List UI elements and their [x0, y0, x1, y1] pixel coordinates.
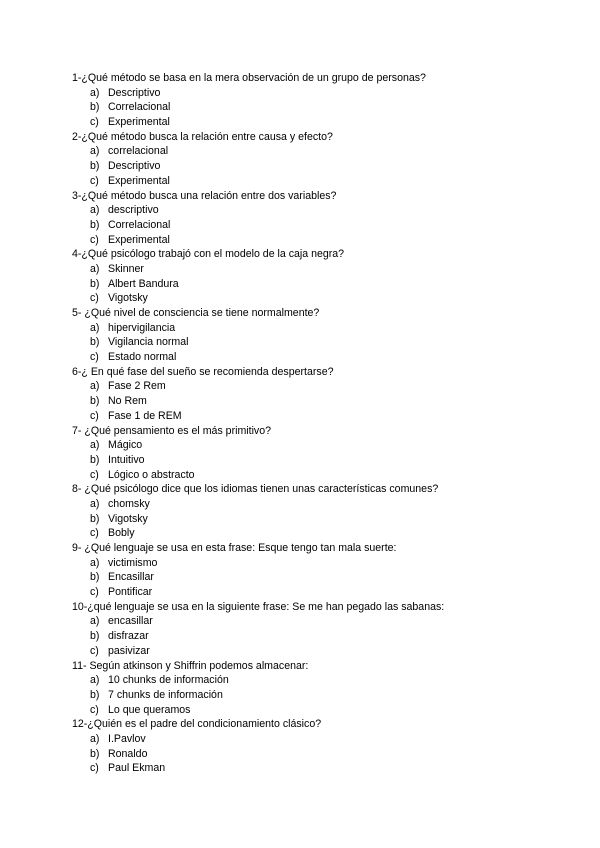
question-text: 4-¿Qué psicólogo trabajó con el modelo de la caja negra? [72, 248, 345, 261]
option-letter: c) [90, 644, 99, 657]
option-letter: c) [90, 586, 99, 599]
answer-option [72, 761, 572, 776]
option-text: Fase 2 Rem [108, 380, 166, 393]
question-text: 10-¿qué lenguaje se usa en la siguiente frase: Se me han pegado las sabanas: [72, 600, 445, 613]
option-text: Encasillar [108, 571, 154, 584]
option-text: victimismo [108, 556, 158, 569]
option-letter: b) [90, 101, 100, 114]
option-text: Albert Bandura [108, 277, 179, 290]
option-letter: b) [90, 630, 100, 643]
option-letter: b) [90, 747, 100, 760]
answer-option [72, 673, 572, 688]
option-letter: a) [90, 262, 100, 275]
answer-option [72, 291, 572, 306]
option-text: pasivizar [108, 644, 150, 657]
answer-option [72, 614, 572, 629]
option-letter: a) [90, 204, 100, 217]
answer-option [72, 379, 572, 394]
answer-option [72, 218, 572, 233]
option-text: I.Pavlov [108, 732, 146, 745]
answer-option [72, 497, 572, 512]
option-text: hipervigilancia [108, 321, 176, 334]
question-text: 8- ¿Qué psicólogo dice que los idiomas tienen unas características comunes? [72, 483, 439, 496]
option-text: Skinner [108, 262, 144, 275]
option-text: disfrazar [108, 630, 149, 643]
answer-option [72, 453, 572, 468]
option-letter: a) [90, 321, 100, 334]
question-block [72, 247, 572, 306]
option-letter: a) [90, 497, 100, 510]
option-text: Lo que queramos [108, 703, 191, 716]
answer-option [72, 233, 572, 248]
option-letter: c) [90, 527, 99, 540]
answer-option [72, 732, 572, 747]
option-text: Vigilancia normal [108, 336, 189, 349]
answer-option [72, 262, 572, 277]
question-text: 3-¿Qué método busca una relación entre dos variables? [72, 189, 337, 202]
option-letter: c) [90, 233, 99, 246]
option-text: Intuitivo [108, 453, 145, 466]
option-text: Experimental [108, 116, 170, 129]
option-text: Experimental [108, 174, 170, 187]
option-letter: c) [90, 174, 99, 187]
quiz-document [72, 71, 572, 776]
question-text: 1-¿Qué método se basa en la mera observación de un grupo de personas? [72, 72, 426, 84]
answer-option [72, 409, 572, 424]
question-text: 11- Según atkinson y Shiffrin podemos almacenar: [72, 659, 309, 672]
answer-option [72, 468, 572, 483]
option-letter: a) [90, 556, 100, 569]
option-text: Descriptivo [108, 160, 161, 173]
option-letter: a) [90, 615, 100, 628]
answer-option [72, 556, 572, 571]
question-text: 6-¿ En qué fase del sueño se recomienda despertarse? [72, 365, 334, 378]
option-letter: b) [90, 571, 100, 584]
option-text: Vigotsky [108, 292, 148, 305]
option-text: correlacional [108, 145, 169, 158]
option-text: Ronaldo [108, 747, 148, 760]
question-block [72, 659, 572, 718]
question-block [72, 482, 572, 541]
option-letter: c) [90, 351, 99, 364]
question-block [72, 541, 572, 600]
option-text: chomsky [108, 497, 150, 510]
option-text: 7 chunks de información [108, 688, 223, 701]
question-text: 12-¿Quién es el padre del condicionamiento clásico? [72, 718, 322, 731]
option-letter: c) [90, 703, 99, 716]
option-letter: b) [90, 218, 100, 231]
option-letter: b) [90, 160, 100, 173]
option-letter: a) [90, 145, 100, 158]
answer-option [72, 321, 572, 336]
option-text: Pontificar [108, 586, 153, 599]
option-text: No Rem [108, 395, 147, 408]
option-text: Estado normal [108, 351, 177, 364]
answer-option [72, 203, 572, 218]
option-text: Mágico [108, 439, 143, 452]
answer-option [72, 644, 572, 659]
option-text: Lógico o abstracto [108, 468, 195, 481]
question-text: 7- ¿Qué pensamiento es el más primitivo? [72, 424, 272, 437]
question-text: 9- ¿Qué lenguaje se usa en esta frase: Esque tengo tan mala suerte: [72, 542, 397, 554]
answer-option [72, 438, 572, 453]
option-letter: a) [90, 732, 100, 745]
answer-option [72, 585, 572, 600]
option-letter: b) [90, 453, 100, 466]
option-letter: c) [90, 409, 99, 422]
option-text: Experimental [108, 233, 170, 246]
option-letter: b) [90, 512, 100, 525]
option-letter: a) [90, 86, 100, 99]
option-letter: a) [90, 439, 100, 452]
option-text: Bobly [108, 527, 135, 540]
question-block [72, 600, 572, 659]
question-block [72, 189, 572, 248]
answer-option [72, 144, 572, 159]
answer-option [72, 100, 572, 115]
option-letter: c) [90, 468, 99, 481]
option-letter: b) [90, 688, 100, 701]
question-text: 2-¿Qué método busca la relación entre causa y efecto? [72, 130, 333, 143]
answer-option [72, 747, 572, 762]
question-block [72, 717, 572, 776]
question-block [72, 71, 572, 130]
answer-option [72, 115, 572, 130]
option-letter: b) [90, 395, 100, 408]
answer-option [72, 350, 572, 365]
option-text: Paul Ekman [108, 762, 166, 775]
answer-option [72, 526, 572, 541]
question-text: 5- ¿Qué nivel de consciencia se tiene normalmente? [72, 307, 320, 319]
answer-option [72, 688, 572, 703]
answer-option [72, 703, 572, 718]
answer-option [72, 159, 572, 174]
option-letter: c) [90, 116, 99, 129]
option-text: Descriptivo [108, 86, 161, 99]
option-text: descriptivo [108, 204, 159, 217]
option-text: Correlacional [108, 218, 171, 231]
answer-option [72, 394, 572, 409]
question-block [72, 306, 572, 365]
answer-option [72, 335, 572, 350]
answer-option [72, 277, 572, 292]
answer-option [72, 629, 572, 644]
option-letter: c) [90, 292, 99, 305]
question-block [72, 365, 572, 424]
option-text: encasillar [108, 615, 153, 628]
option-letter: b) [90, 277, 100, 290]
option-letter: c) [90, 762, 99, 775]
option-text: Vigotsky [108, 512, 148, 525]
option-text: Fase 1 de REM [108, 409, 182, 422]
answer-option [72, 570, 572, 585]
option-letter: a) [90, 380, 100, 393]
answer-option [72, 174, 572, 189]
answer-option [72, 512, 572, 527]
option-text: 10 chunks de información [108, 674, 229, 687]
answer-option [72, 86, 572, 101]
option-letter: a) [90, 674, 100, 687]
question-block [72, 130, 572, 189]
option-text: Correlacional [108, 101, 171, 114]
question-block [72, 424, 572, 483]
option-letter: b) [90, 336, 100, 349]
